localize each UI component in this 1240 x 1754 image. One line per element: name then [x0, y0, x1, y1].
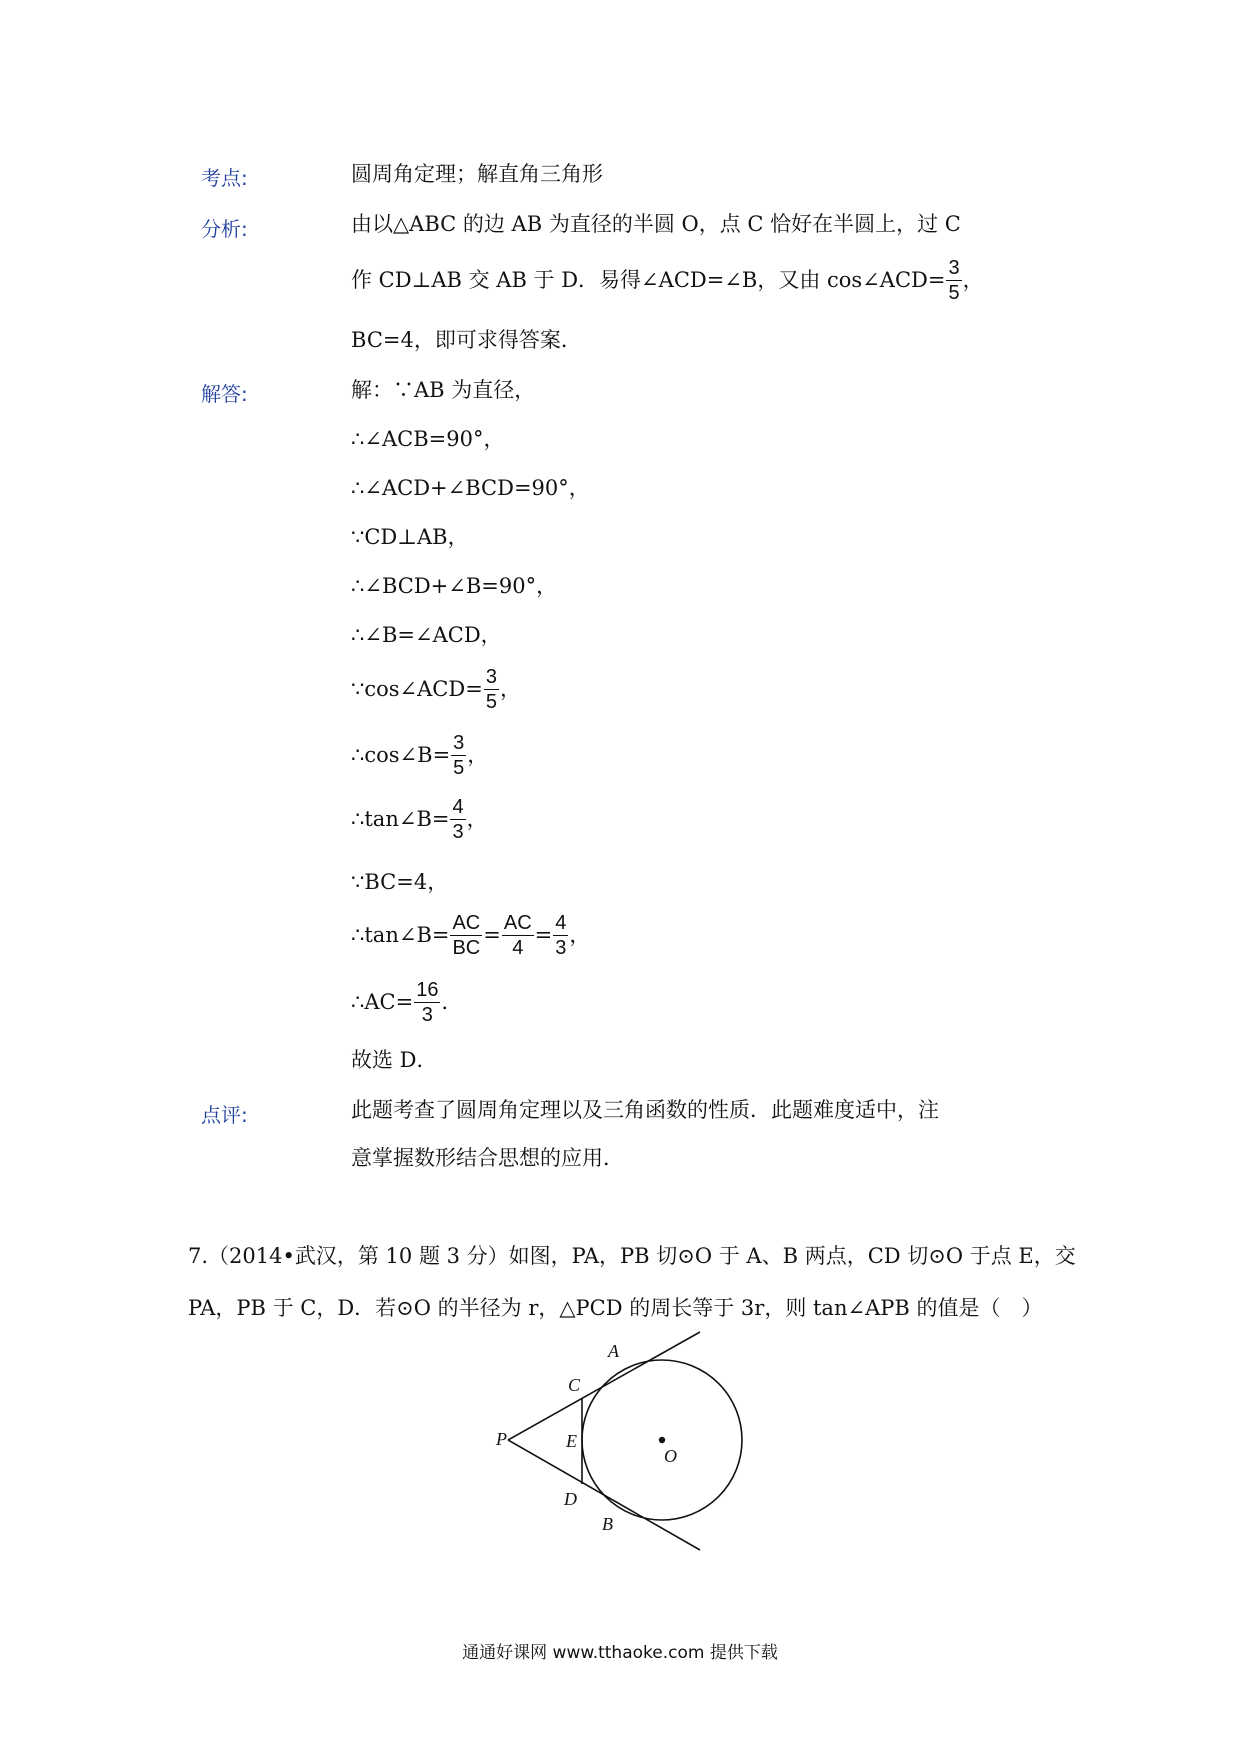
solution-step-13: 故选 D．	[351, 1048, 438, 1072]
fraction-denominator: 5	[453, 757, 465, 779]
label-d: D	[564, 1489, 577, 1509]
solution-step-7-text: ∵cos∠ACD=	[351, 677, 483, 701]
fraction	[502, 913, 534, 958]
fenxi-line-2	[351, 258, 984, 303]
fraction	[484, 667, 499, 712]
fraction-numerator: 4	[452, 796, 464, 818]
fraction-numerator: AC	[452, 912, 481, 934]
kaodian-text: 圆周角定理；解直角三角形	[351, 162, 603, 186]
label-b: B	[602, 1514, 613, 1534]
solution-step-12-text: ∴AC=	[351, 990, 414, 1014]
solution-step-11-suffix: ，	[569, 923, 591, 947]
solution-step-4: ∵CD⊥AB，	[351, 525, 469, 549]
solution-step-9	[351, 797, 488, 842]
fraction	[450, 913, 482, 958]
fraction	[451, 733, 466, 778]
kaodian-label: 考点:	[201, 166, 248, 190]
dianping-line-1: 此题考查了圆周角定理以及三角函数的性质．此题难度适中，注	[351, 1098, 939, 1122]
fraction-numerator: 3	[485, 666, 497, 688]
geometry-figure	[490, 1320, 750, 1560]
fenxi-line-1: 由以△ABC 的边 AB 为直径的半圆 O，点 C 恰好在半圆上，过 C	[351, 212, 961, 236]
footer-text: 通通好课网 www.tthaoke.com 提供下载	[462, 1643, 778, 1663]
solution-step-8-text: ∴cos∠B=	[351, 743, 451, 767]
fraction-numerator: 16	[416, 979, 439, 1001]
solution-step-7	[351, 667, 521, 712]
fraction-denominator: 3	[555, 937, 567, 959]
center-point-o	[659, 1437, 665, 1443]
solution-step-10: ∵BC=4，	[351, 870, 449, 894]
solution-step-8-suffix: ，	[467, 743, 489, 767]
fraction-numerator: AC	[503, 912, 532, 934]
solution-step-9-suffix: ，	[466, 807, 488, 831]
solution-step-6: ∴∠B=∠ACD，	[351, 623, 502, 647]
question-line-1: 7.（2014•武汉，第 10 题 3 分）如图，PA，PB 切⊙O 于 A、B 两点，CD 切⊙O 于点 E，交	[188, 1244, 1076, 1268]
solution-step-5: ∴∠BCD+∠B=90°，	[351, 574, 558, 598]
fraction-numerator: 3	[948, 257, 960, 279]
fenxi-label: 分析:	[201, 217, 248, 241]
solution-step-11	[351, 913, 590, 958]
fraction-denominator: BC	[452, 937, 481, 959]
solution-step-2: ∴∠ACB=90°，	[351, 427, 505, 451]
label-p: P	[496, 1429, 507, 1449]
solution-step-8	[351, 733, 488, 778]
solution-step-7-suffix: ，	[499, 677, 521, 701]
fraction-denominator: 5	[485, 691, 497, 713]
dianping-label: 点评:	[201, 1103, 248, 1127]
fraction-numerator: 4	[555, 912, 567, 934]
fraction-denominator: 3	[452, 821, 464, 843]
solution-step-1: 解：∵AB 为直径，	[351, 378, 536, 402]
dianping-line-2: 意掌握数形结合思想的应用．	[351, 1146, 624, 1170]
fraction-numerator: 3	[453, 732, 465, 754]
fraction	[553, 913, 568, 958]
solution-step-3: ∴∠ACD+∠BCD=90°，	[351, 476, 590, 500]
fraction-denominator: 3	[421, 1004, 433, 1026]
label-c: C	[568, 1375, 581, 1395]
fenxi-line-2-suffix: ，	[962, 268, 984, 292]
label-e: E	[566, 1431, 577, 1451]
question-line-2: PA，PB 于 C，D．若⊙O 的半径为 r，△PCD 的周长等于 3r，则 tan∠APB 的值是（ ）	[188, 1296, 1043, 1320]
fraction-denominator: 4	[512, 937, 524, 959]
fenxi-line-3: BC=4，即可求得答案．	[351, 328, 582, 352]
label-a: A	[608, 1341, 619, 1361]
fraction	[946, 258, 961, 303]
solution-step-11-text: ∴tan∠B=	[351, 923, 450, 947]
fraction-denominator: 5	[948, 282, 960, 304]
equals-sign: =	[483, 923, 501, 947]
solution-step-9-text: ∴tan∠B=	[351, 807, 450, 831]
solution-step-12-suffix: ．	[441, 990, 463, 1014]
label-o: O	[664, 1446, 677, 1466]
equals-sign: =	[534, 923, 553, 947]
fenxi-line-2-text: 作 CD⊥AB 交 AB 于 D．易得∠ACD=∠B，又由 cos∠ACD=	[351, 268, 946, 292]
solution-step-12	[351, 980, 462, 1025]
jieda-label: 解答:	[201, 382, 248, 406]
fraction	[414, 980, 440, 1025]
fraction	[450, 797, 465, 842]
